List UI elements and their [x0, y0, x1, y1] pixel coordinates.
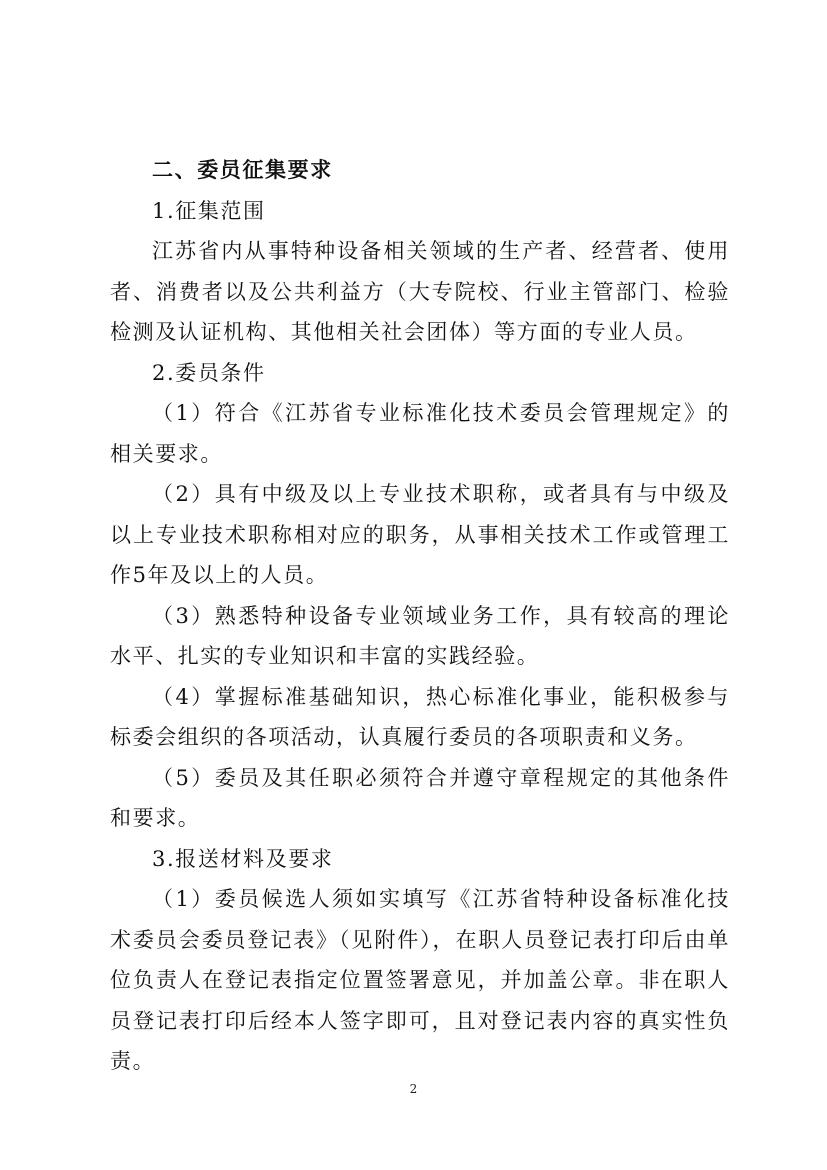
scope-paragraph: 江苏省内从事特种设备相关领域的生产者、经营者、使用者、消费者以及公共利益方（大专院校、行业主管部门、检验检测及认证机构、其他相关社会团体）等方面的专业人员。: [110, 239, 730, 344]
materials-title: 3.报送材料及要求: [152, 846, 334, 871]
conditions-title: 2.委员条件: [152, 360, 266, 385]
condition-item: （2）具有中级及以上专业技术职称，或者具有与中级及以上专业技术职称相对应的职务，从事相关技术工作或管理工作5年及以上的人员。: [110, 482, 730, 587]
section-heading: 二、委员征集要求: [152, 158, 333, 182]
scope-title: 1.征集范围: [152, 198, 266, 223]
document-body: [110, 150, 730, 1082]
material-item: （1）委员候选人须如实填写《江苏省特种设备标准化技术委员会委员登记表》（见附件），在职人员登记表打印后由单位负责人在登记表指定位置签署意见，并加盖公章。非在职人员登记表打印后经本人签字即可，且对登记表内容的真实性负责。: [110, 887, 730, 1073]
condition-item: （1）符合《江苏省专业标准化技术委员会管理规定》的相关要求。: [110, 401, 730, 466]
page-number: 2: [409, 1082, 418, 1096]
condition-item: （5）委员及其任职必须符合并遵守章程规定的其他条件和要求。: [110, 765, 730, 830]
condition-item: （4）掌握标准基础知识，热心标准化事业，能积极参与标委会组织的各项活动，认真履行委员的各项职责和义务。: [110, 684, 730, 749]
condition-item: （3）熟悉特种设备专业领域业务工作，具有较高的理论水平、扎实的专业知识和丰富的实践经验。: [110, 603, 730, 668]
